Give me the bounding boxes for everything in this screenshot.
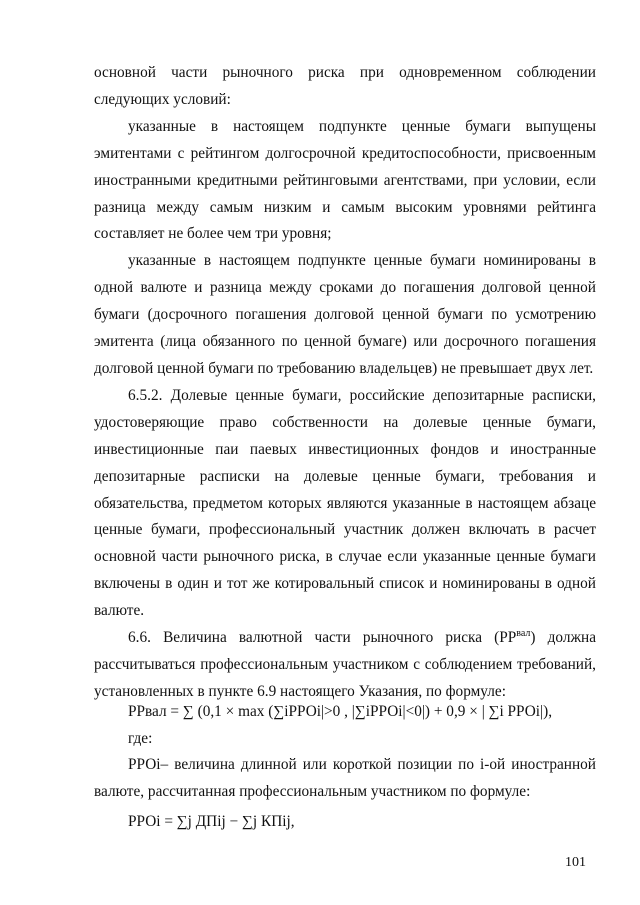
paragraph-6-6: [94, 625, 596, 706]
formula-pp-val: [128, 700, 552, 724]
superscript-val: вал: [516, 627, 531, 639]
paragraph-continuation: основной части рыночного риска при одновременном соблюдении следующих условий:: [94, 64, 596, 108]
formula-ppo-text: РРОi = ∑j ДПij − ∑j КПij,: [128, 813, 295, 830]
formula-ppo: [128, 810, 295, 834]
paragraph-condition-currency: указанные в настоящем подпункте ценные бумаги номинированы в одной валюте и разница между сроками до погашения долговой ценной бумаги (досрочного погашения долговой ценной бумаги по усмотрению эмитента (лица обязанного по ценной бумаге) или досрочного погашения долговой ценной бумаги по требованию владельцев) не превышает двух лет.: [94, 252, 596, 377]
definition-block: [94, 752, 596, 806]
paragraph-6-6-text-b: ) должна рассчитываться профессиональным участником с соблюдением требований, установленных в пункте 6.9 настоящего Указания, по формуле:: [94, 629, 596, 700]
page-number: 101: [565, 855, 586, 870]
paragraph-condition-rating: указанные в настоящем подпункте ценные бумаги выпущены эмитентами с рейтингом долгосрочной кредитоспособности, присвоенным иностранными кредитными рейтинговыми агентствами, при условии, если разница между самым низким и самым высоким уровнями рейтинга составляет не более чем три уровня;: [94, 117, 596, 243]
formula-pp-val-text: РРвал = ∑ (0,1 × max (∑iРРОi|>0 , |∑iРРОi|<0|) + 0,9 × | ∑i РРОi|),: [128, 703, 553, 720]
where-label: где:: [128, 730, 153, 747]
body-text: [94, 60, 596, 706]
definition-ppo: РРОi– величина длинной или короткой позиции по i-ой иностранной валюте, рассчитанная профессиональным участником по формуле:: [94, 756, 596, 800]
paragraph-6-6-text-a: 6.6. Величина валютной части рыночного риска (РР: [128, 629, 517, 647]
paragraph-6-5-2: 6.5.2. Долевые ценные бумаги, российские депозитарные расписки, удостоверяющие право собственности на долевые ценные бумаги, инвестиционные паи паевых инвестиционных фондов и иностранные депозитарные расписки на долевые ценные бумаги, требования и обязательства, предметом которых являются указанные в настоящем абзаце ценные бумаги, профессиональный участник должен включать в расчет основной части рыночного риска, в случае если указанные ценные бумаги включены в один и тот же котировальный список и номинированы в одной валюте.: [94, 386, 596, 620]
